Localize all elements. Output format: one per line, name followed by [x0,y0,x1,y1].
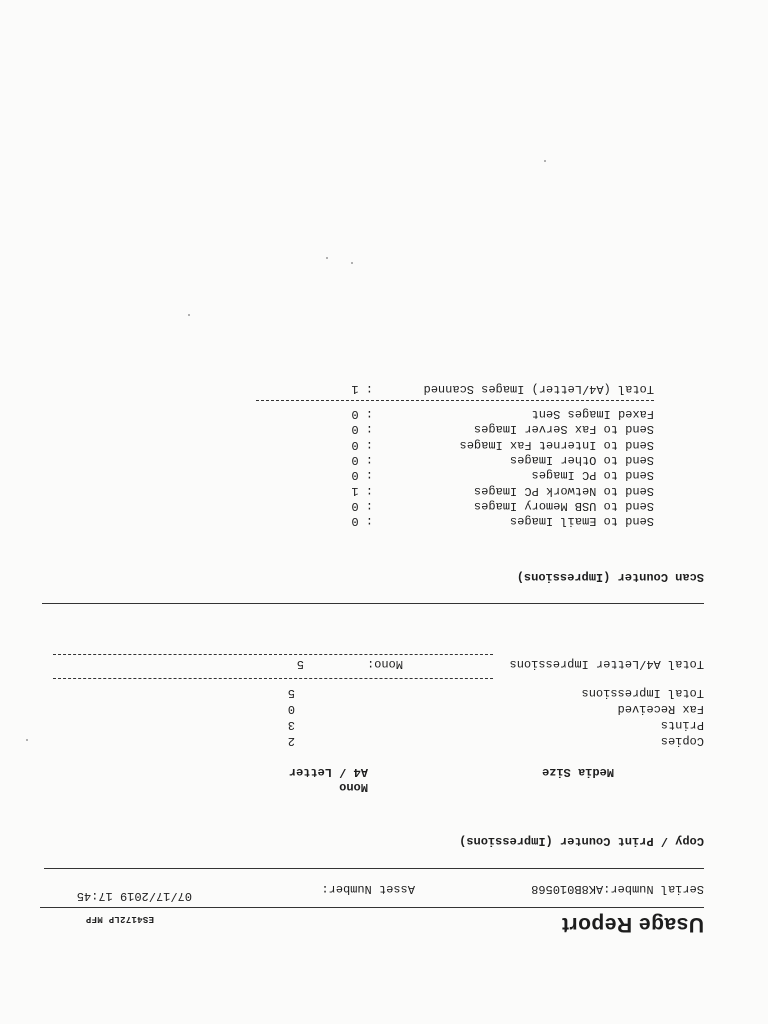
scan-row-value: : 0 [351,499,373,513]
header-rule-bottom [44,868,704,869]
mono-column-header: Mono [339,780,368,794]
scan-row-label: Send to Internet Fax Images [459,438,654,452]
scan-row-value: : 0 [351,407,373,421]
asset-label: Asset Number: [321,882,415,896]
copy-row-value: 3 [287,718,295,732]
serial-value: AK8B010568 [531,882,604,896]
copy-row-label: Prints [660,718,704,732]
dashed-separator [53,654,493,655]
scan-row-label: Send to Fax Server Images [473,422,654,436]
report-title: Usage Report [561,913,704,936]
section-rule [42,603,704,604]
scan-speck [326,257,328,259]
copy-row-value: 2 [287,734,295,748]
serial-label: Serial Number: [603,882,704,896]
copy-row-value: 5 [287,686,295,700]
dashed-separator [53,678,493,679]
scan-speck [26,739,28,741]
scan-heading: Scan Counter (Impressions) [516,570,704,584]
total-mono-label: Mono: [366,657,403,671]
scan-row-label: Faxed Images Sent [531,407,654,421]
copy-row-label: Fax Received [617,702,704,716]
scan-row-value: : 0 [351,514,373,528]
dashed-separator [256,400,654,401]
total-mono-value: 5 [296,657,304,671]
copy-row-label: Copies [660,734,704,748]
media-size-header: Media Size [541,765,614,779]
scan-row-label: Send to Email Images [509,514,654,528]
header-rule-top [40,907,704,908]
scan-total-value: : 1 [351,382,373,396]
scan-row-value: : 0 [351,468,373,482]
scan-speck [544,160,546,162]
scan-row-label: Send to Network PC Images [473,484,654,498]
scan-row-value: : 0 [351,422,373,436]
scan-row-label: Send to Other Images [509,453,654,467]
scan-speck [188,314,190,316]
copy-row-value: 0 [287,702,295,716]
serial-number [531,882,704,896]
report-datetime: 07/17/2019 17:45 [76,889,192,903]
scan-row-label: Send to USB Memory Images [473,499,654,513]
a4-letter-header: A4 / Letter [288,765,368,779]
printer-model: ES4172LP MFP [85,914,154,924]
scan-row-value: : 0 [351,438,373,452]
scan-row-label: Send to PC Images [531,468,654,482]
scan-row-value: : 0 [351,453,373,467]
scan-total-label: Total (A4/Letter) Images Scanned [423,382,654,396]
scan-row-value: : 1 [351,484,373,498]
total-impressions-label: Total A4/Letter Impressions [509,657,704,671]
copy-print-heading: Copy / Print Counter (Impressions) [459,834,704,848]
copy-row-label: Total Impressions [581,686,704,700]
scan-speck [351,262,353,264]
